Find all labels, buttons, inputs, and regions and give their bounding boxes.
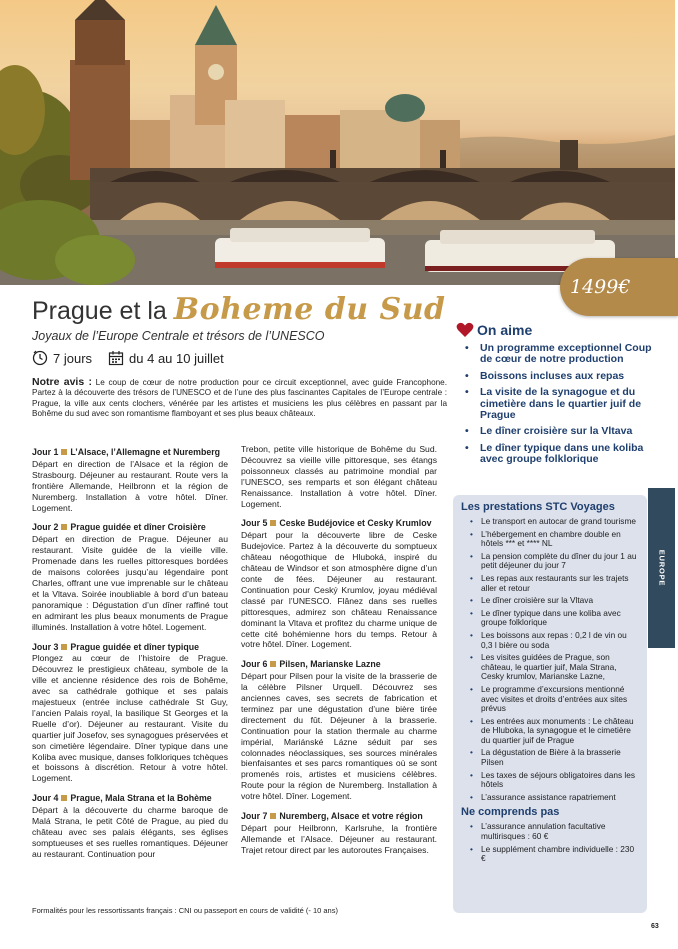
day-text: Départ à la découverte du charme baroque de Malá Strana, le petit Côté de Prague, au pied du château avec ses palais élégants, ses églises somptueuses et ses ruelles romantiques. Déjeuner au restaurant. Continuation pour <box>32 805 228 859</box>
title-plain: Prague et la <box>32 297 167 325</box>
list-item: • La visite de la synagogue et du cimetière dans le quartier juif de Prague <box>463 387 658 421</box>
list-item: • Les repas aux restaurants sur les trajets aller et retour <box>461 574 639 593</box>
day-text: Départ en direction de Prague. Déjeuner au restaurant. Visite guidée de la vieille ville. Promenade dans les ruelles pittoresques bordées de maisons colorées jusqu’au légendaire pont Charles, offrant une vue imprenable sur le château et la Vltava. Soirée inoubliable à bord d’un bateau panoramique : Dégustation d’un dîner raffiné tout en admirant les plus beaux monuments de Prague illuminés. Installation à votre hôtel. Logement. <box>32 534 228 632</box>
list-item: • Les taxes de séjours obligatoires dans les hôtels <box>461 771 639 790</box>
prestations-box <box>453 495 647 913</box>
on-aime-heading <box>456 322 532 338</box>
notice <box>32 377 447 419</box>
notice-label: Notre avis : <box>32 376 92 388</box>
prague-bridge-illustration <box>0 0 675 285</box>
list-item: • L’assurance annulation facultative multirisques : 60 € <box>461 822 639 841</box>
list-item: • Le dîner typique dans une koliba avec groupe folklorique <box>461 609 639 628</box>
page-number: 63 <box>651 923 659 930</box>
day-heading: Jour 4 Prague, Mala Strana et la Bohème <box>32 793 212 804</box>
notice-text: Le coup de cœur de notre production pour ce circuit exceptionnel, avec guide Francophone. Partez à la découverte des trésors de l’UNESCO et de l’une des plus fascinantes Capitales de l’Europe centrale : Prague, la ville aux cents clochers, vénérée par les artistes et musiciens les plus célèbres en passant par la Bohême du sud avec son romantisme flamboyant et ses plus beaux châteaux. <box>32 378 447 418</box>
list-item: • Le transport en autocar de grand tourisme <box>461 517 639 527</box>
list-item: • La dégustation de Bière à la brasserie Pilsen <box>461 748 639 767</box>
page-title <box>32 292 446 327</box>
day-heading: Jour 2 Prague guidée et dîner Croisière <box>32 522 206 533</box>
calendar-icon <box>108 350 124 366</box>
day-text: Départ en direction de l’Alsace et la région de Strasbourg. Déjeuner au restaurant. Route vers la frontière Allemande, Heilbronn et la région de Nuremberg. Installation à votre hôtel. Dîner. Logement. <box>32 458 228 513</box>
not-included-list <box>461 822 639 863</box>
list-item: • Le dîner croisière sur la Vltava <box>463 426 658 437</box>
title-fancy: Boheme du Sud <box>173 292 446 327</box>
dates-text: du 4 au 10 juillet <box>129 350 224 366</box>
prestations-heading: Les prestations STC Voyages <box>461 501 615 513</box>
prestations-list <box>461 517 639 802</box>
on-aime-title: On aime <box>477 322 533 338</box>
list-item: • Le supplément chambre individuelle : 230 € <box>461 845 639 864</box>
list-item: • Boissons incluses aux repas <box>463 371 658 382</box>
list-item: • Le dîner croisière sur la Vltava <box>461 596 639 606</box>
day-heading: Jour 7 Nuremberg, Alsace et votre région <box>241 811 423 822</box>
subtitle: Joyaux de l’Europe Centrale et trésors de l’UNESCO <box>32 329 325 343</box>
list-item: • Un programme exceptionnel Coup de cœur de notre production <box>463 343 658 366</box>
day-heading: Jour 3 Prague guidée et dîner typique <box>32 641 199 652</box>
clock-icon <box>32 350 48 366</box>
hero-photo <box>0 0 675 298</box>
footer-note: Formalités pour les ressortissants français : CNI ou passeport en cours de validité (- 10 ans) <box>32 906 338 915</box>
day-heading: Jour 1 L’Alsace, l’Allemagne et Nuremberg <box>32 447 221 457</box>
itinerary-column-1 <box>32 444 228 869</box>
day-text: Départ pour la découverte libre de Ceske Budejovice. Partez à la découverte du somptueux château néogothique de Hluboká, inspiré du château de Windsor et son atmosphère digne d’un conte de fées. Déjeuner au restaurant. Continuation pour Ceský Krumlov, joyau médiéval classé par l’UNESCO. Flânez dans ses ruelles pittoresques, admirez son château Renaissance dominant la Vltava et profitez du charme unique de cette cité bohémienne hors du temps. Retour à votre hôtel. Dîner. Logement. <box>241 530 437 650</box>
list-item: • Les boissons aux repas : 0,2 l de vin ou 0,3 l bière ou soda <box>461 631 639 650</box>
day-text: Départ pour Heilbronn, Karlsruhe, la frontière Allemande et l’Alsace. Déjeuner au restaurant. Trajet retour direct par les autoroutes Françaises. <box>241 823 437 855</box>
list-item: • Les visites guidées de Prague, son château, le quartier juif, Mala Strana, Cesky krumlov, Marianske Lazne, <box>461 653 639 682</box>
on-aime-list <box>463 343 658 471</box>
dates <box>108 350 224 366</box>
region-tab-label: EUROPE <box>657 549 666 587</box>
heart-icon <box>456 322 474 338</box>
day-heading: Jour 5 Ceske Budéjovice et Cesky Krumlov <box>241 518 432 529</box>
not-included-heading: Ne comprends pas <box>461 806 560 819</box>
list-item: • La pension complète du dîner du jour 1 au petit déjeuner du jour 7 <box>461 552 639 571</box>
trip-meta <box>32 350 224 366</box>
list-item: • L’hébergement en chambre double en hôtels *** et **** NL <box>461 530 639 549</box>
list-item: • L’assurance assistance rapatriement <box>461 793 639 803</box>
price-badge: 1499€ <box>560 258 678 316</box>
list-item: • Le programme d’excursions mentionné avec visites et droits d’entrées aux sites prévus <box>461 685 639 714</box>
day-text: Plongez au cœur de l’histoire de Prague. Découvrez le prestigieux château, symbole de la ville et ancienne résidence des rois de Bohême, avec sa cathédrale gothique et ses palais majestueux (entrée incluse cathédrale St Guy, l’ancien Palais royal, la basilique St Georges et la Ruelle d’or). Déjeuner au restaurant. Visite du quartier juif Josefov, ses synagogues préservées et son cimetière légendaire. Dîner typique dans une Koliba avec musique, danses folkloriques tchèques et boissons à discrétion. Retour à votre hôtel. Logement. <box>32 653 228 784</box>
day-text-continued: Trebon, petite ville historique de Bohême du Sud. Découvrez sa vieille ville pittoresque, ses étangs poissonneux classés au patrimoine mondial par l’UNESCO, ses remparts et son élégant château Renaissance. Installation à votre hôtel. Dîner. Logement. <box>241 444 437 509</box>
list-item: • Les entrées aux monuments : Le château de Hluboka, la synagogue et le cimetière du quartier juif de Prague <box>461 717 639 746</box>
day-heading: Jour 6 Pilsen, Marianske Lazne <box>241 659 381 670</box>
duration-text: 7 jours <box>53 350 93 366</box>
itinerary-column-2 <box>241 444 437 865</box>
day-text: Départ pour Pilsen pour la visite de la brasserie de la célèbre Pilsner Urquell. Découvrez ses anciennes caves, ses secrets de fabrication et terminez par une dégustation d’une bière tirée directement du fût. Déjeuner à la brasserie. Continuation pour la station thermale au charme impérial, Mariánské Lázne séduit par ses colonnades néoclassiques, ses sources minérales bienfaisantes et ses parcs romantiques où se sont promenés rois, artistes et musiciens célèbres. Route pour la région de Nuremberg. Installation à votre hôtel. Dîner. Logement. <box>241 671 437 802</box>
duration <box>32 350 92 366</box>
list-item: • Le dîner typique dans une koliba avec groupe folklorique <box>463 443 658 466</box>
region-tab <box>648 488 675 648</box>
